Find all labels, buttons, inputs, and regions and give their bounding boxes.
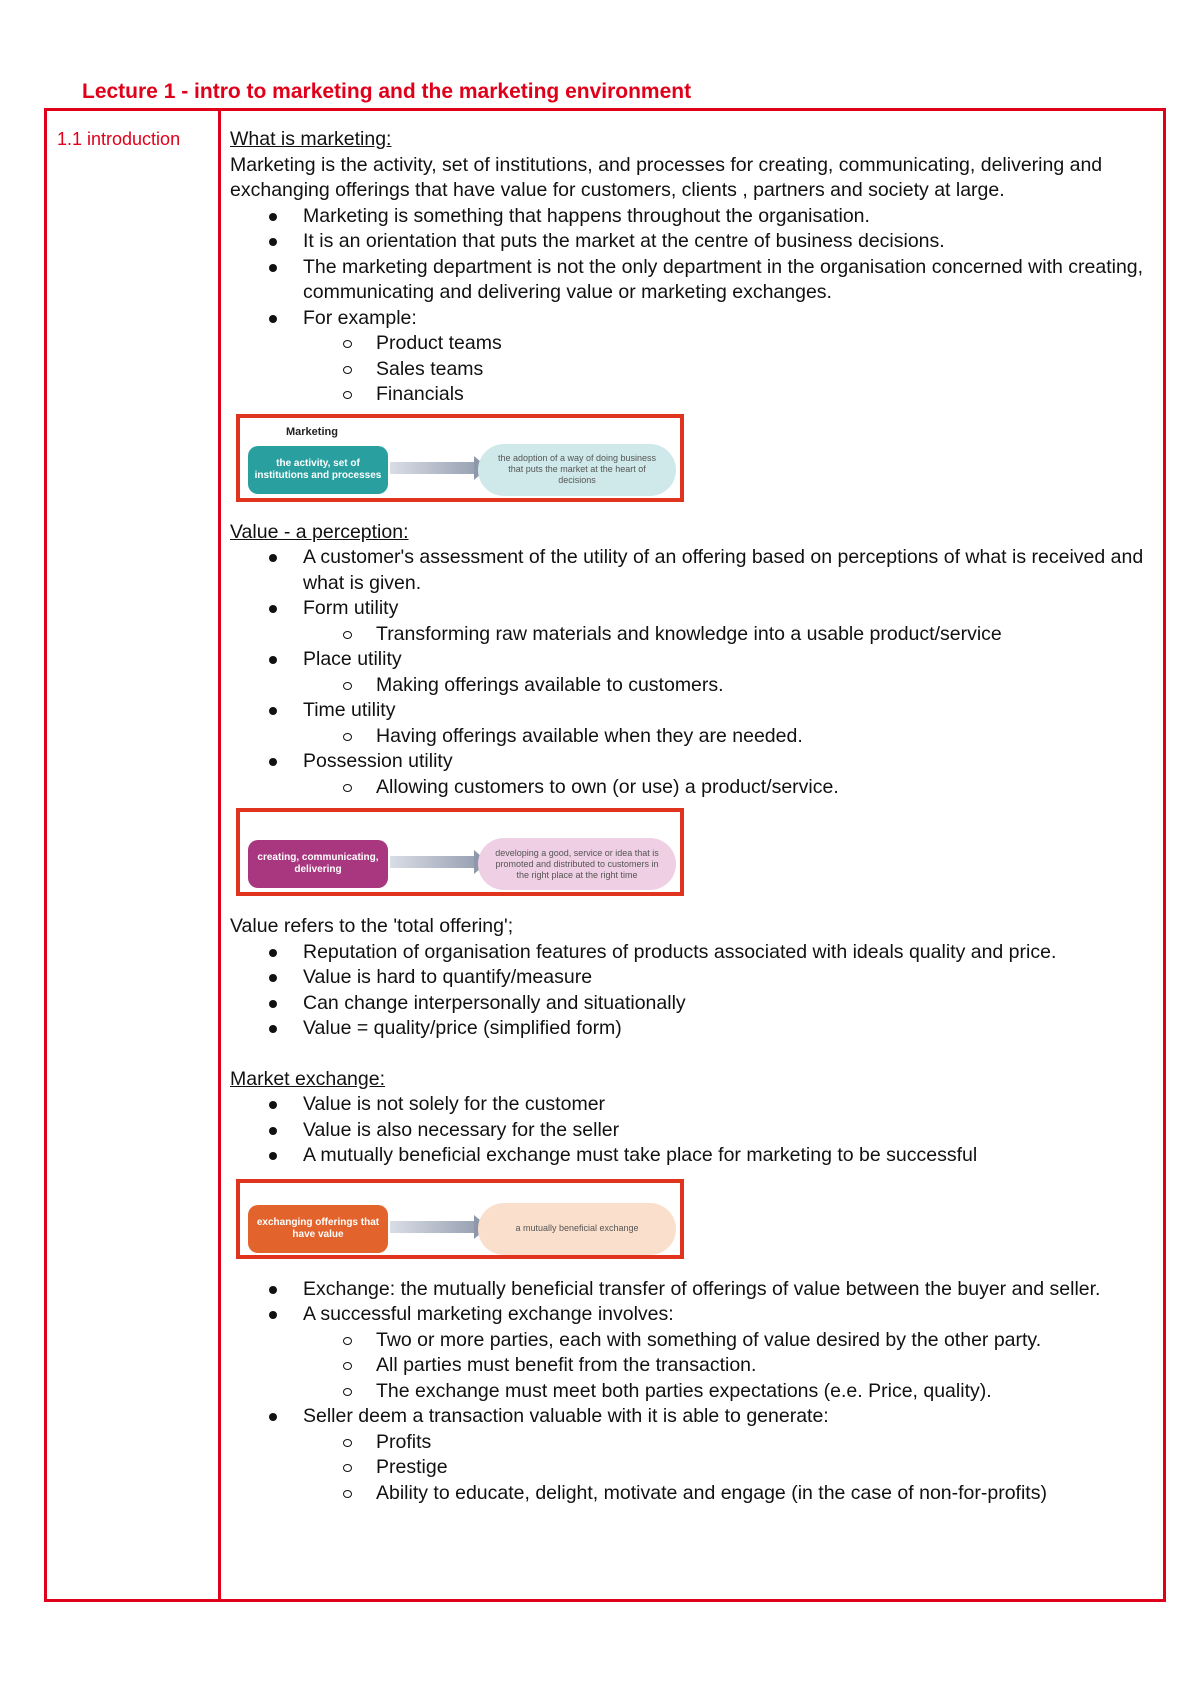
list-item: All parties must benefit from the transaction. [303,1353,1150,1379]
marketing-diagram [236,414,684,502]
list-item: A successful marketing exchange involves: Two or more parties, each with something of value desired by the other party. All parties must benefit from the transaction. The exchange must meet both parties expectations (e.e. Price, quality). [230,1302,1150,1404]
marketing-bullets [230,204,1150,408]
value-heading: Value - a perception: [230,520,409,543]
market-exchange-bullets [230,1092,1150,1169]
column-divider [218,111,221,1599]
diagram-left-box: the activity, set of institutions and processes [248,446,388,494]
page-title: Lecture 1 - intro to marketing and the marketing environment [82,80,692,103]
list-item: Transforming raw materials and knowledge into a usable product/service [303,622,1150,648]
list-item: Making offerings available to customers. [303,673,1150,699]
exchange-diagram [236,1179,684,1259]
arrow-icon [390,462,474,474]
list-item: Profits [303,1430,1150,1456]
diagram-left-box: creating, communicating, delivering [248,840,388,888]
value-total-intro: Value refers to the 'total offering'; [230,915,514,937]
list-item: The exchange must meet both parties expectations (e.e. Price, quality). [303,1379,1150,1405]
exchange-bullets [230,1277,1150,1507]
section-label: 1.1 introduction [57,129,181,149]
list-item: A customer's assessment of the utility of an offering based on perceptions of what is received and what is given. [230,545,1150,596]
examples-list [303,331,1150,408]
list-item: Financials [303,382,1150,408]
value-bullets [230,545,1150,800]
list-item: Allowing customers to own (or use) a product/service. [303,775,1150,801]
list-item: Marketing is something that happens throughout the organisation. [230,204,1150,230]
list-item: Product teams [303,331,1150,357]
list-item: Form utility Transforming raw materials and knowledge into a usable product/service [230,596,1150,647]
list-item: Can change interpersonally and situationally [230,991,1150,1017]
list-item: Time utility Having offerings available when they are needed. [230,698,1150,749]
diagram-label: Marketing [286,425,338,438]
list-item: Value is also necessary for the seller [230,1118,1150,1144]
list-item: Having offerings available when they are needed. [303,724,1150,750]
what-is-marketing-heading: What is marketing: [230,128,392,150]
arrow-icon [390,856,474,868]
list-item: Possession utility Allowing customers to own (or use) a product/service. [230,749,1150,800]
list-item: Value is hard to quantify/measure [230,965,1150,991]
list-item: Place utility Making offerings available to customers. [230,647,1150,698]
list-item: Seller deem a transaction valuable with it is able to generate: Profits Prestige Ability to educate, delight, motivate and engage (in the case of non-for-profits) [230,1404,1150,1506]
value-total-bullets [230,940,1150,1042]
list-item: The marketing department is not the only department in the organisation concerned with creating, communicating and delivering value or marketing exchanges. [230,255,1150,306]
list-item: Prestige [303,1455,1150,1481]
value-diagram [236,808,684,896]
marketing-definition: Marketing is the activity, set of institutions, and processes for creating, communicating, delivering and exchanging offerings that have value for customers, clients , partners and society at large. [230,153,1103,201]
list-item: Sales teams [303,357,1150,383]
list-item: A mutually beneficial exchange must take place for marketing to be successful [230,1143,1150,1169]
list-item: Two or more parties, each with something of value desired by the other party. [303,1328,1150,1354]
arrow-icon [390,1221,474,1233]
diagram-left-box: exchanging offerings that have value [248,1205,388,1253]
diagram-right-box: a mutually beneficial exchange [478,1203,676,1255]
list-item: Reputation of organisation features of products associated with ideals quality and price. [230,940,1150,966]
list-item: Value = quality/price (simplified form) [230,1016,1150,1042]
market-exchange-heading: Market exchange: [230,1067,386,1090]
list-item: Value is not solely for the customer [230,1092,1150,1118]
list-item: Ability to educate, delight, motivate and engage (in the case of non-for-profits) [303,1481,1150,1507]
diagram-right-box: developing a good, service or idea that is promoted and distributed to customers in the right place at the right time [478,838,676,890]
list-item: Exchange: the mutually beneficial transfer of offerings of value between the buyer and seller. [230,1277,1150,1303]
list-item: It is an orientation that puts the market at the centre of business decisions. [230,229,1150,255]
content-cell [230,127,1150,1506]
notes-table [44,108,1166,1602]
diagram-right-box: the adoption of a way of doing business that puts the market at the heart of decisions [478,444,676,496]
list-item: For example: Product teams Sales teams Financials [230,306,1150,408]
